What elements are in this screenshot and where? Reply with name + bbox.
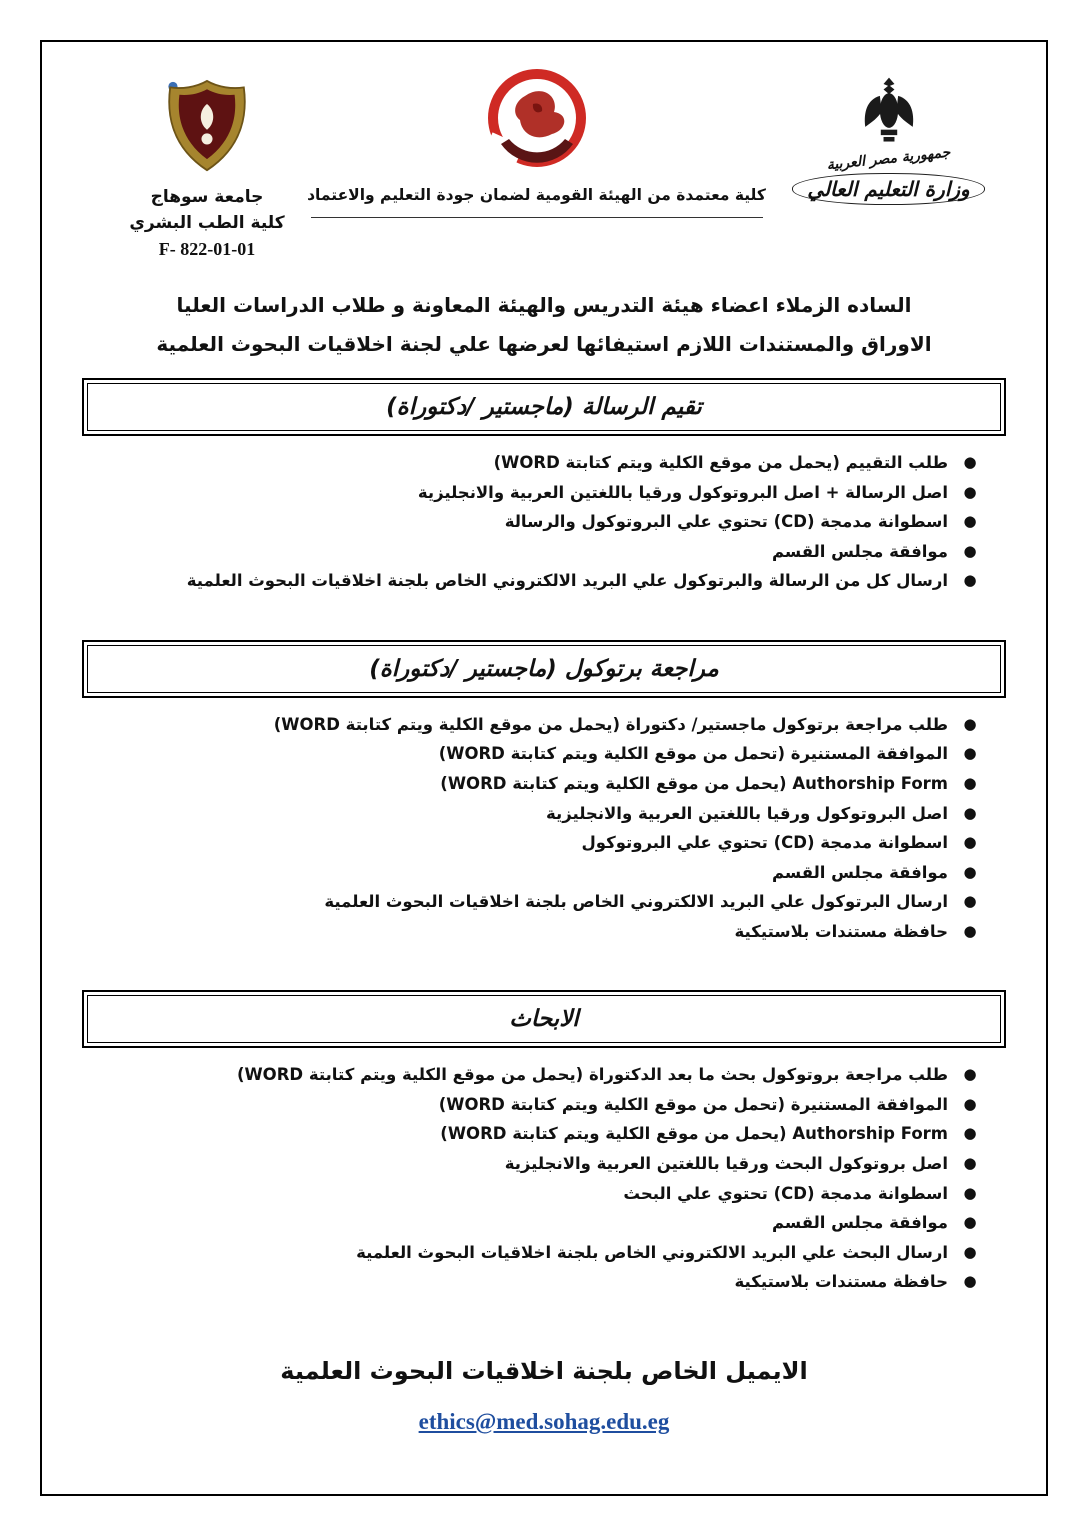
intro-line-2: الاوراق والمستندات اللازم استيفائها لعرضها علي لجنة اخلاقيات البحوث العلمية [156, 332, 932, 356]
requirement-text: حافظة مستندات بلاستيكية [734, 1272, 948, 1292]
requirement-text: Authorship Form (يحمل من موقع الكلية ويتم كتابتة WORD) [440, 773, 948, 793]
bullet-icon: ● [963, 1272, 977, 1291]
list-item [142, 539, 978, 565]
requirement-text: اصل بروتوكول البحث ورقيا باللغتين العربية والانجليزية [504, 1154, 948, 1173]
list-item [142, 741, 978, 767]
bullet-icon: ● [963, 833, 977, 852]
list-item [142, 1151, 978, 1177]
bullet-icon: ● [963, 744, 977, 763]
ministry-block [771, 74, 1006, 205]
list-item [142, 889, 978, 915]
bullet-icon: ● [963, 1065, 977, 1084]
list-item [142, 1240, 978, 1266]
list-item [142, 1062, 978, 1088]
list-item [142, 1092, 978, 1118]
faculty-logo-icon [487, 64, 587, 83]
footer-block [82, 1357, 1006, 1435]
bullet-icon: ● [963, 892, 977, 911]
requirement-text: طلب مراجعة برتوكول ماجستير/ دكتوراة (يحمل من موقع الكلية ويتم كتابتة WORD) [273, 714, 948, 734]
bullet-icon: ● [963, 714, 977, 733]
bullet-icon: ● [963, 1242, 977, 1261]
section-research-box [82, 990, 1006, 1048]
requirement-text: موافقة مجلس القسم [771, 541, 948, 561]
research-requirements-list [142, 1062, 978, 1295]
requirement-text: اسطوانة مدمجة (CD) تحتوي علي البروتوكول [581, 833, 948, 853]
requirement-text: موافقة مجلس القسم [771, 862, 948, 882]
protocol-review-requirements-list [142, 712, 978, 945]
bullet-icon: ● [963, 921, 977, 940]
list-item [142, 771, 978, 797]
bullet-icon: ● [963, 1213, 977, 1232]
list-item [142, 919, 978, 945]
list-item [142, 480, 978, 506]
university-logo-icon [161, 78, 253, 97]
bullet-icon: ● [963, 1183, 977, 1202]
section-protocol-review-box [82, 640, 1006, 698]
requirement-text: اسطوانة مدمجة (CD) تحتوي علي البحث [623, 1183, 948, 1203]
country-name: جمهورية مصر العربية [826, 144, 951, 174]
requirement-text: اصل الرسالة + اصل البروتوكول ورقيا باللغتين العربية والانجليزية [417, 482, 948, 502]
bullet-icon: ● [963, 1154, 977, 1172]
ministry-name: وزارة التعليم العالي [792, 173, 984, 205]
section-thesis-evaluation-box [82, 378, 1006, 436]
requirement-text: موافقة مجلس القسم [771, 1213, 948, 1233]
university-name: جامعة سوهاج [150, 187, 264, 207]
requirement-text: ارسال البرتوكول علي البريد الالكتروني الخاص بلجنة اخلاقيات البحوث العلمية [324, 892, 948, 912]
list-item [142, 1181, 978, 1207]
ethics-email-link[interactable]: ethics@med.sohag.edu.eg [418, 1408, 670, 1434]
requirement-text: ارسال كل من الرسالة والبرتوكول علي البريد الالكتروني الخاص بلجنة اخلاقيات البحوث العلمية [186, 571, 948, 591]
bullet-icon: ● [963, 512, 977, 531]
requirement-text: ارسال البحث علي البريد الالكتروني الخاص بلجنة اخلاقيات البحوث العلمية [356, 1242, 948, 1262]
form-code: F- 822-01-01 [158, 239, 256, 259]
list-item [142, 830, 978, 856]
footer-email-title: الايميل الخاص بلجنة اخلاقيات البحوث العلمية [280, 1356, 808, 1385]
list-item [142, 509, 978, 535]
requirement-text: Authorship Form (يحمل من موقع الكلية ويتم كتابتة WORD) [440, 1124, 948, 1144]
list-item [142, 1121, 978, 1147]
bullet-icon: ● [963, 541, 977, 560]
list-item [142, 712, 978, 738]
accreditation-caption: كلية معتمدة من الهيئة القومية لضمان جودة التعليم والاعتماد [307, 186, 766, 204]
bullet-icon: ● [963, 482, 977, 501]
bullet-icon: ● [963, 1094, 977, 1113]
faculty-name: كلية الطب البشري [129, 212, 285, 233]
bullet-icon: ● [963, 571, 977, 590]
requirement-text: اصل البروتوكول ورقيا باللغتين العربية والانجليزية [546, 803, 948, 823]
list-item [142, 1269, 978, 1295]
list-item [142, 568, 978, 594]
bullet-icon: ● [963, 862, 977, 881]
section-title-research: الابحاث [509, 1006, 579, 1033]
page-frame [40, 40, 1048, 1496]
section-title-protocol-review: مراجعة برتوكول (ماجستير /دكتوراة) [369, 655, 719, 682]
section-title-thesis-evaluation: تقيم الرسالة (ماجستير /دكتوراة) [386, 394, 702, 420]
requirement-text: طلب مراجعة بروتوكول بحث ما بعد الدكتوراة (يحمل من موقع الكلية ويتم كتابتة WORD) [236, 1065, 948, 1085]
list-item [142, 450, 978, 476]
requirement-text: حافظة مستندات بلاستيكية [734, 921, 948, 941]
caption-divider [311, 217, 763, 218]
list-item [142, 1210, 978, 1236]
bullet-icon: ● [963, 453, 977, 471]
bullet-icon: ● [963, 803, 977, 822]
intro-line-1: الساده الزملاء اعضاء هيئة التدريس والهيئة المعاونة و طلاب الدراسات العليا [176, 293, 912, 317]
bullet-icon: ● [963, 1124, 977, 1143]
university-block [112, 78, 302, 263]
document-header [82, 62, 1006, 263]
requirement-text: الموافقة المستنيرة (تحمل من موقع الكلية ويتم كتابتة WORD) [438, 1094, 948, 1114]
accreditation-block [302, 64, 771, 218]
requirement-text: الموافقة المستنيرة (تحمل من موقع الكلية ويتم كتابتة WORD) [438, 744, 948, 764]
requirement-text: طلب التقييم (يحمل من موقع الكلية ويتم كتابتة WORD) [493, 453, 948, 472]
requirement-text: اسطوانة مدمجة (CD) تحتوي علي البروتوكول والرسالة [504, 512, 948, 532]
thesis-evaluation-requirements-list [142, 450, 978, 594]
bullet-icon: ● [963, 773, 977, 792]
intro-block [82, 293, 1006, 356]
list-item [142, 860, 978, 886]
list-item [142, 801, 978, 827]
egypt-eagle-icon [857, 74, 921, 93]
